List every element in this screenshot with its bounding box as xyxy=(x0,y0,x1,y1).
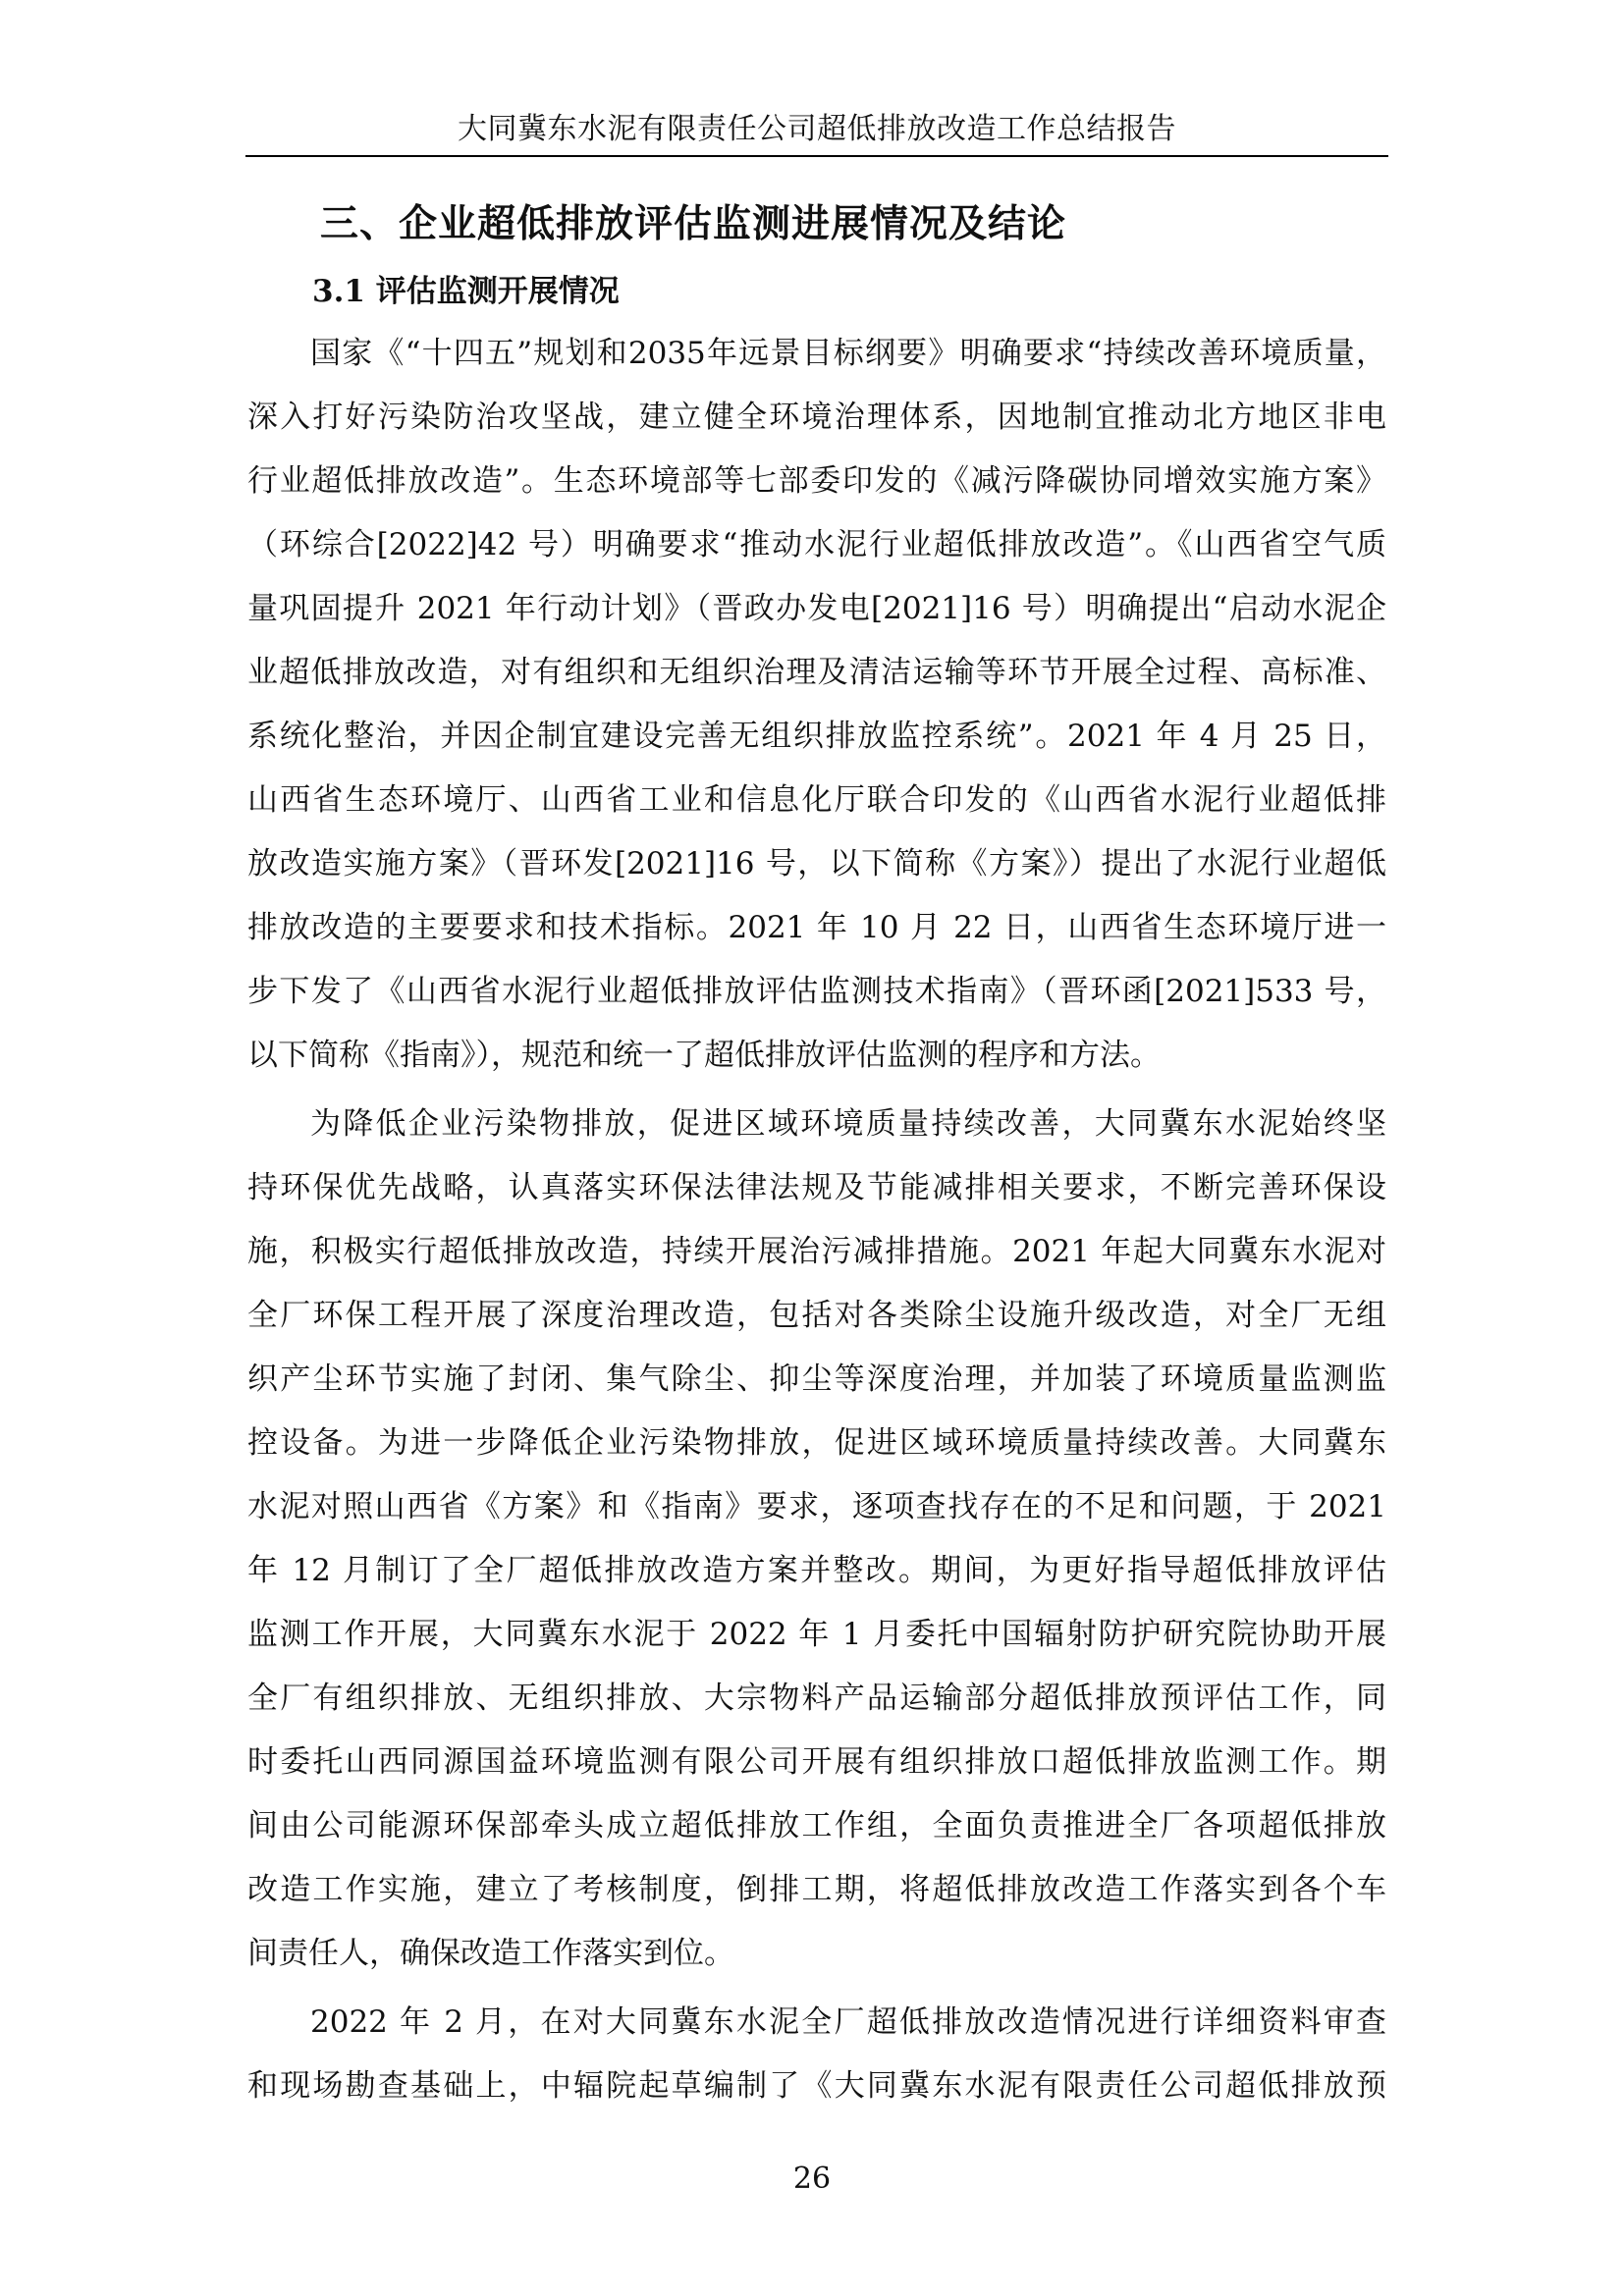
paragraph-line: 山西省生态环境厅、山西省工业和信息化厅联合印发的《山西省水泥行业超低排 xyxy=(247,782,1386,818)
paragraph-line: 量巩固提升 2021 年行动计划》（晋政办发电[2021]16 号）明确提出“启动水泥企 xyxy=(247,591,1386,626)
paragraph-line: （环综合[2022]42 号）明确要求“推动水泥行业超低排放改造”。《山西省空气质 xyxy=(247,527,1386,562)
paragraph-line: 织产尘环节实施了封闭、集气除尘、抑尘等深度治理，并加装了环境质量监测监 xyxy=(247,1362,1386,1397)
paragraph-line: 业超低排放改造，对有组织和无组织治理及清洁运输等环节开展全过程、高标准、 xyxy=(247,655,1386,690)
paragraph-line: 水泥对照山西省《方案》和《指南》要求，逐项查找存在的不足和问题，于 2021 xyxy=(247,1489,1386,1524)
paragraph-line: 以下简称《指南》），规范和统一了超低排放评估监测的程序和方法。 xyxy=(247,1038,1161,1073)
paragraph-line: 间责任人，确保改造工作落实到位。 xyxy=(247,1936,734,1971)
paragraph-line: 间由公司能源环保部牵头成立超低排放工作组，全面负责推进全厂各项超低排放 xyxy=(247,1808,1386,1843)
paragraph-line: 控设备。为进一步降低企业污染物排放，促进区域环境质量持续改善。大同冀东 xyxy=(247,1425,1386,1461)
page-number: 26 xyxy=(792,2162,832,2196)
paragraph-line: 排放改造的主要要求和技术指标。2021 年 10 月 22 日，山西省生态环境厅进一 xyxy=(247,910,1386,945)
section-title: 三、企业超低排放评估监测进展情况及结论 xyxy=(320,201,1067,246)
paragraph-line: 放改造实施方案》（晋环发[2021]16 号，以下简称《方案》）提出了水泥行业超低 xyxy=(247,846,1386,881)
paragraph-line: 年 12 月制订了全厂超低排放改造方案并整改。期间，为更好指导超低排放评估 xyxy=(247,1553,1386,1588)
paragraph-line: 改造工作实施，建立了考核制度，倒排工期，将超低排放改造工作落实到各个车 xyxy=(247,1872,1386,1907)
paragraph-line: 为降低企业污染物排放，促进区域环境质量持续改善，大同冀东水泥始终坚 xyxy=(310,1106,1386,1142)
running-header: 大同冀东水泥有限责任公司超低排放改造工作总结报告 xyxy=(458,112,1176,146)
paragraph-line: 系统化整治，并因企制宜建设完善无组织排放监控系统”。2021 年 4 月 25 日， xyxy=(247,719,1386,754)
paragraph-line: 时委托山西同源国益环境监测有限公司开展有组织排放口超低排放监测工作。期 xyxy=(247,1744,1386,1780)
paragraph-line: 国家《“十四五”规划和2035年远景目标纲要》明确要求“持续改善环境质量， xyxy=(310,336,1386,371)
paragraph-line: 步下发了《山西省水泥行业超低排放评估监测技术指南》（晋环函[2021]533 号， xyxy=(247,974,1386,1009)
header-rule xyxy=(245,155,1388,157)
paragraph-line: 施，积极实行超低排放改造，持续开展治污减排措施。2021 年起大同冀东水泥对 xyxy=(247,1234,1386,1269)
paragraph-line: 全厂有组织排放、无组织排放、大宗物料产品运输部分超低排放预评估工作，同 xyxy=(247,1681,1386,1716)
paragraph-line: 全厂环保工程开展了深度治理改造，包括对各类除尘设施升级改造，对全厂无组 xyxy=(247,1298,1386,1333)
paragraph-line: 行业超低排放改造”。生态环境部等七部委印发的《减污降碳协同增效实施方案》 xyxy=(247,463,1386,499)
paragraph-line: 持环保优先战略，认真落实环保法律法规及节能减排相关要求，不断完善环保设 xyxy=(247,1170,1386,1205)
paragraph-line: 2022 年 2 月，在对大同冀东水泥全厂超低排放改造情况进行详细资料审查 xyxy=(310,2004,1386,2040)
paragraph-line: 监测工作开展，大同冀东水泥于 2022 年 1 月委托中国辐射防护研究院协助开展 xyxy=(247,1617,1386,1652)
subsection-title: 3.1 评估监测开展情况 xyxy=(312,274,620,309)
paragraph-line: 深入打好污染防治攻坚战，建立健全环境治理体系，因地制宜推动北方地区非电 xyxy=(247,400,1386,435)
paragraph-line: 和现场勘查基础上，中辐院起草编制了《大同冀东水泥有限责任公司超低排放预 xyxy=(247,2068,1386,2104)
